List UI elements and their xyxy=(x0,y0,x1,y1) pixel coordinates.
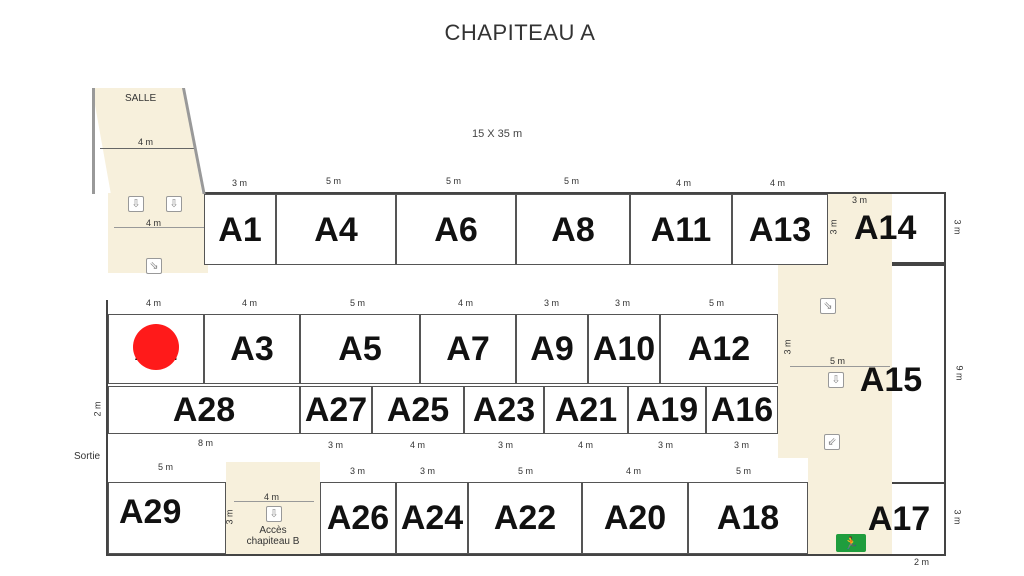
dim-label: 4 m xyxy=(242,298,258,308)
emergency-exit-icon: 🏃 xyxy=(836,534,866,552)
dim-label: 3 m xyxy=(232,178,248,188)
dim-label: 2 m xyxy=(914,557,930,567)
dim-label: 5 m xyxy=(736,466,752,476)
booth-a25[interactable]: A25 xyxy=(372,386,464,434)
salle-width: 4 m xyxy=(138,137,154,147)
booth-a29[interactable]: A29 xyxy=(108,482,226,554)
dim-label: 3 m xyxy=(952,219,963,235)
dim-label: 3 m xyxy=(544,298,560,308)
booth-a16[interactable]: A16 xyxy=(706,386,778,434)
dim-label: 3 m xyxy=(852,195,868,205)
dim-label: 2 m xyxy=(92,401,103,417)
dim-label: 3 m xyxy=(782,339,793,355)
booth-a28[interactable]: A28 xyxy=(108,386,300,434)
booth-a14[interactable]: A14 xyxy=(892,194,944,264)
dim-label: 9 m xyxy=(954,365,965,381)
booth-a18[interactable]: A18 xyxy=(688,482,808,554)
arrow-diagonal-icon: ⇘ xyxy=(820,298,836,314)
dim-label: 3 m xyxy=(952,509,963,525)
dim-label: 4 m xyxy=(410,440,426,450)
booth-a13[interactable]: A13 xyxy=(732,194,828,265)
dim-label: 5 m xyxy=(158,462,174,472)
dim-label: 3 m xyxy=(420,466,436,476)
booth-a5[interactable]: A5 xyxy=(300,314,420,384)
dim-label: 5 m xyxy=(350,298,366,308)
arrow-down-icon: ⇩ xyxy=(166,196,182,212)
dim-label: 3 m xyxy=(615,298,631,308)
acces-height: 3 m xyxy=(224,509,235,525)
dim-label: 4 m xyxy=(626,466,642,476)
booth-a17[interactable]: A17 xyxy=(867,500,931,538)
booth-a21[interactable]: A21 xyxy=(544,386,628,434)
dim-label: 3 m xyxy=(734,440,750,450)
dim-label: 5 m xyxy=(830,356,846,366)
arrow-down-icon: ⇩ xyxy=(266,506,282,522)
dim-label: 4 m xyxy=(146,298,162,308)
booth-a19[interactable]: A19 xyxy=(628,386,706,434)
booth-a20[interactable]: A20 xyxy=(582,482,688,554)
booth-a10[interactable]: A10 xyxy=(588,314,660,384)
booth-a7[interactable]: A7 xyxy=(420,314,516,384)
acces-width: 4 m xyxy=(264,492,280,502)
booth-a27[interactable]: A27 xyxy=(300,386,372,434)
tent-dimensions: 15 X 35 m xyxy=(472,128,523,140)
page-title: CHAPITEAU A xyxy=(444,20,596,45)
salle-left-wall xyxy=(92,88,95,194)
left-corridor-width: 4 m xyxy=(146,218,162,228)
booth-a26[interactable]: A26 xyxy=(320,482,396,554)
dim-label: 4 m xyxy=(578,440,594,450)
booth-a8[interactable]: A8 xyxy=(516,194,630,265)
a15-dimension-line xyxy=(790,366,890,367)
dim-label: 5 m xyxy=(709,298,725,308)
booth-a22[interactable]: A22 xyxy=(468,482,582,554)
booth-a23[interactable]: A23 xyxy=(464,386,544,434)
arrow-down-icon: ⇩ xyxy=(828,372,844,388)
salle-dimension-line xyxy=(100,148,195,149)
acces-label: Accès chapiteau B xyxy=(246,525,300,547)
dim-label: 8 m xyxy=(198,438,214,448)
sortie-label: Sortie xyxy=(74,451,101,462)
salle-label: SALLE xyxy=(125,93,157,104)
location-marker xyxy=(133,324,179,370)
dim-label: 4 m xyxy=(676,178,692,188)
booth-a3[interactable]: A3 xyxy=(204,314,300,384)
dim-label: 3 m xyxy=(350,466,366,476)
left-corridor-dimension-line xyxy=(114,227,204,228)
bottom-wall xyxy=(106,554,946,556)
dim-label: 3 m xyxy=(328,440,344,450)
dim-label: 3 m xyxy=(498,440,514,450)
dim-label: 5 m xyxy=(564,176,580,186)
dim-label: 4 m xyxy=(458,298,474,308)
acces-dimension-line xyxy=(234,501,314,502)
dim-label: 5 m xyxy=(518,466,534,476)
arrow-down-icon: ⇩ xyxy=(128,196,144,212)
arrow-diagonal-icon: ⇙ xyxy=(824,434,840,450)
dim-label: 3 m xyxy=(658,440,674,450)
booth-a4[interactable]: A4 xyxy=(276,194,396,265)
booth-a9[interactable]: A9 xyxy=(516,314,588,384)
booth-a15[interactable]: A15 xyxy=(859,361,923,399)
dim-label: 4 m xyxy=(770,178,786,188)
booth-a1[interactable]: A1 xyxy=(204,194,276,265)
booth-a6[interactable]: A6 xyxy=(396,194,516,265)
dim-label: 5 m xyxy=(326,176,342,186)
booth-a11[interactable]: A11 xyxy=(630,194,732,265)
dim-label: 5 m xyxy=(446,176,462,186)
dim-label: 3 m xyxy=(828,219,839,235)
booth-a24[interactable]: A24 xyxy=(396,482,468,554)
booth-a12[interactable]: A12 xyxy=(660,314,778,384)
arrow-diagonal-icon: ⇘ xyxy=(146,258,162,274)
right-wall xyxy=(944,192,946,556)
